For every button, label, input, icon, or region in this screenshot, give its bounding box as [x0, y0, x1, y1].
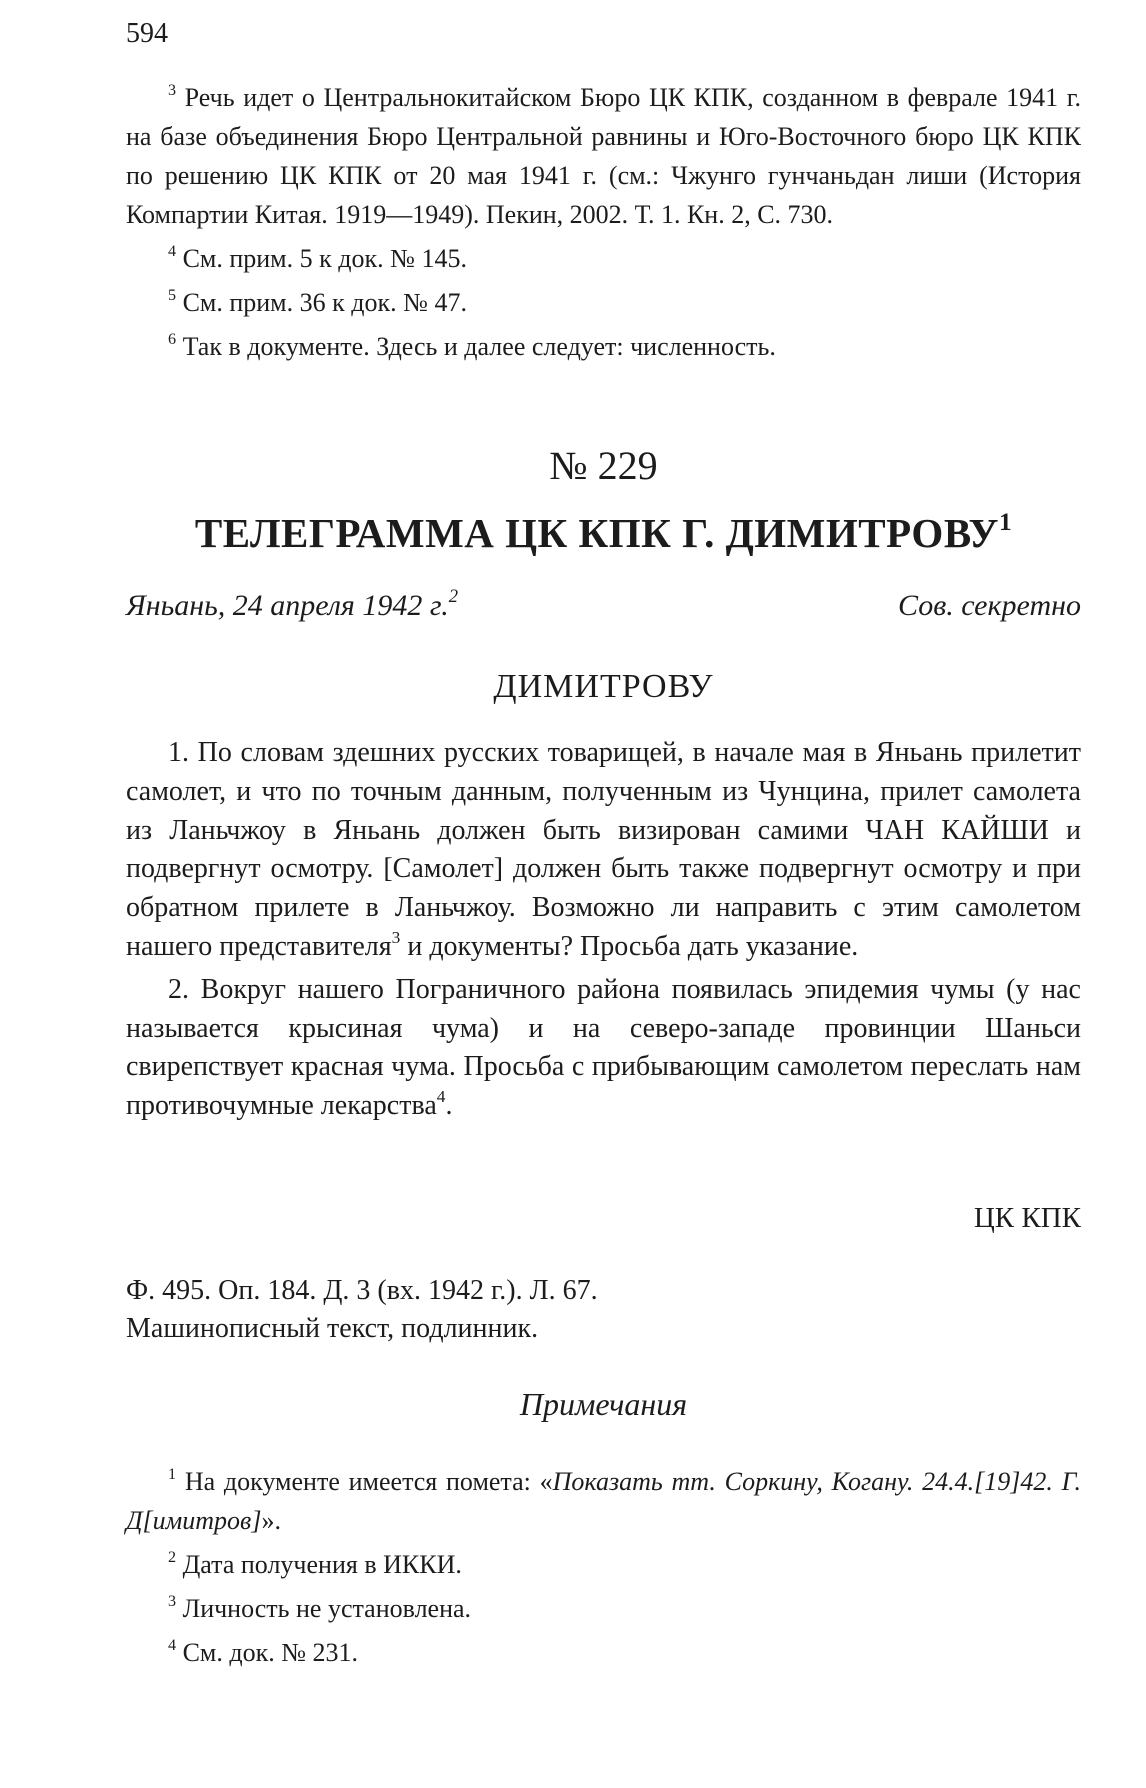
note-text: Дата получения в ИККИ.	[182, 1550, 462, 1579]
note-2	[126, 1545, 1081, 1584]
notes-list	[126, 1462, 1081, 1672]
document-meta	[126, 586, 1081, 626]
top-footnotes	[126, 78, 1081, 366]
place-date	[126, 586, 458, 626]
footnote-text: Так в документе. Здесь и далее следует: численность.	[182, 332, 776, 361]
document-title	[126, 508, 1081, 558]
footnote-mark: 3	[168, 1592, 177, 1610]
footnote-6	[126, 327, 1081, 366]
footnote-mark: 4	[168, 242, 177, 260]
paragraph-text: 2. Вокруг нашего Пограничного района появилась эпидемия чумы (у нас называется крысиная чума) и на северо-западе провинции Шаньси свирепствует красная чума. Просьба с прибывающим самолетом переслать нам противочумные лекарства	[126, 973, 1081, 1122]
footnote-mark: 1	[168, 1465, 177, 1483]
archive-reference	[126, 1272, 1081, 1348]
footnote-5	[126, 283, 1081, 322]
note-4	[126, 1633, 1081, 1672]
footnote-text: Речь идет о Центральнокитайском Бюро ЦК КПК, созданном в феврале 1941 г. на базе объединения Бюро Центральной равнины и Юго-Восточного бюро ЦК КПК по решению ЦК КПК от 20 мая 1941 г. (см.: Чжунго гунчаньдан лиши (История Компартии Китая. 1919—1949). Пекин, 2002. Т. 1. Кн. 2, С. 730.	[126, 83, 1082, 229]
footnote-3	[126, 78, 1081, 234]
footnote-mark: 3	[391, 927, 401, 947]
footnote-mark: 3	[168, 81, 177, 99]
notes-heading: Примечания	[519, 1386, 688, 1422]
paragraph-text-end: и документы? Просьба дать указание.	[400, 930, 859, 962]
footnote-text: См. прим. 36 к док. № 47.	[182, 288, 467, 317]
note-italic: Показать тт. Соркину, Когану. 24.4.[19]42. Г. Д[имитров]	[126, 1467, 1082, 1535]
paragraph-1	[126, 734, 1081, 967]
title-text: ТЕЛЕГРАММА ЦК КПК Г. ДИМИТРОВУ	[194, 510, 999, 556]
footnote-mark: 2	[168, 1548, 177, 1566]
place-date-text: Яньань, 24 апреля 1942 г.	[126, 589, 449, 622]
footnote-text: См. прим. 5 к док. № 145.	[182, 244, 467, 273]
footnote-mark: 2	[448, 586, 458, 608]
footnote-mark: 6	[168, 330, 177, 348]
addressee: ДИМИТРОВУ	[493, 668, 714, 705]
footnote-mark: 1	[998, 507, 1013, 536]
footnote-mark: 5	[168, 286, 177, 304]
document-number: № 229	[549, 443, 658, 488]
page-number: 594	[126, 18, 168, 49]
note-1	[126, 1462, 1081, 1540]
signature: ЦК КПК	[973, 1202, 1081, 1234]
note-3	[126, 1589, 1081, 1628]
note-suffix: ».	[261, 1506, 281, 1535]
footnote-mark: 4	[168, 1636, 177, 1654]
footnote-mark: 4	[436, 1087, 446, 1107]
paragraph-text: 1. По словам здешних русских товарищей, в начале мая в Яньань прилетит самолет, и что по точным данным, полученным из Чунцина, прилет самолета из Ланьчжоу в Яньань должен быть визирован самими ЧАН КАЙШИ и подвергнут осмотру. [Самолет] должен быть также подвергнут осмотру и при обратном прилете в Ланьчжоу. Возможно ли направить с этим самолетом нашего представителя	[126, 737, 1081, 962]
classification: Сов. секретно	[898, 589, 1081, 622]
archive-type: Машинописный текст, подлинник.	[126, 1313, 539, 1344]
paragraph-text-end: .	[445, 1090, 453, 1122]
document-body	[126, 734, 1081, 1126]
note-text: Личность не установлена.	[182, 1594, 472, 1623]
note-text: См. док. № 231.	[182, 1638, 359, 1667]
note-prefix: На документе имеется помета: «	[184, 1467, 553, 1496]
footnote-4	[126, 239, 1081, 278]
paragraph-2	[126, 971, 1081, 1126]
archive-ref: Ф. 495. Оп. 184. Д. 3 (вх. 1942 г.). Л. 67.	[126, 1275, 598, 1306]
